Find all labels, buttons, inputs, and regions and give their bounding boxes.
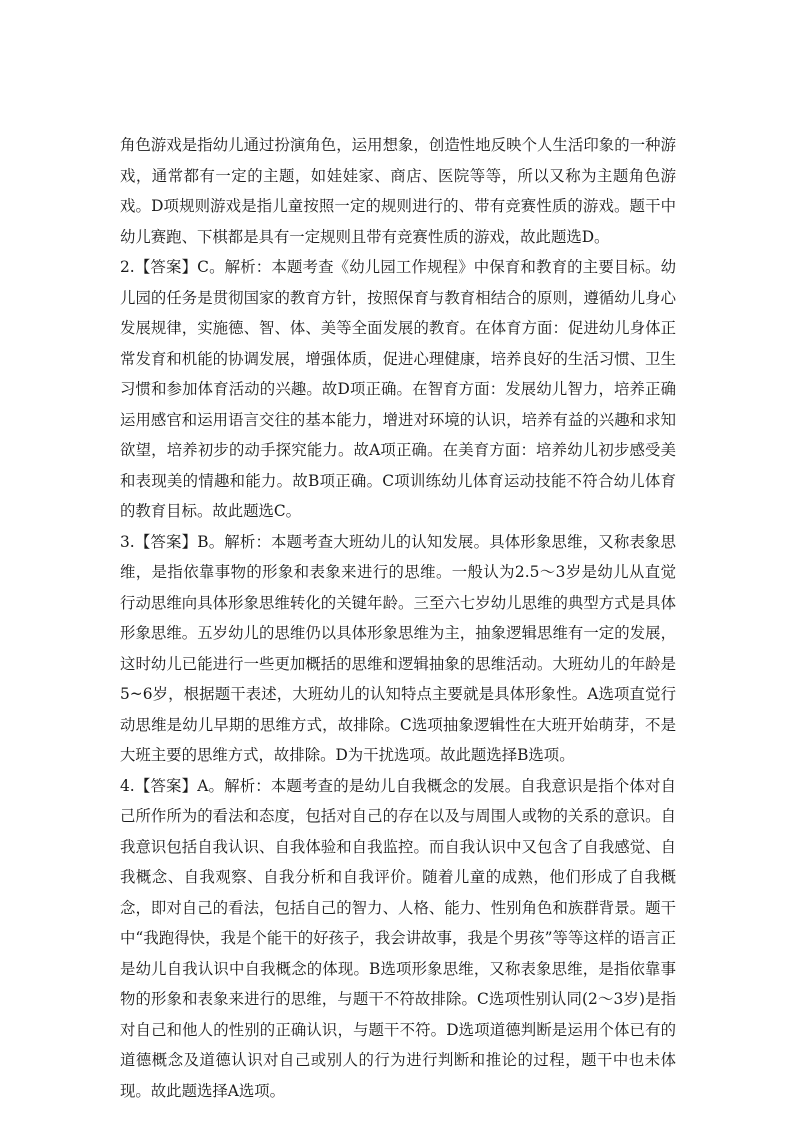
paragraph-answer-3: 3.【答案】B。解析：本题考查大班幼儿的认知发展。具体形象思维，又称表象思维，是指依靠事物的形象和表象来进行的思维。一般认为2.5～3岁是幼儿从直觉行动思维向具体形象思维转化的关键年龄。三至六七岁幼儿思维的典型方式是具体形象思维。五岁幼儿的思维仍以具体形象思维为主，抽象逻辑思维有一定的发展，这时幼儿已能进行一些更加概括的思维和逻辑抽象的思维活动。大班幼儿的年龄是5~6岁，根据题干表述，大班幼儿的认知特点主要就是具体形象性。A选项直觉行动思维是幼儿早期的思维方式，故排除。C选项抽象逻辑性在大班开始萌芽，不是大班主要的思维方式，故排除。D为干扰选项。故此题选择B选项。 bbox=[120, 532, 676, 764]
paragraph-answer-2: 2.【答案】C。解析：本题考查《幼儿园工作规程》中保育和教育的主要目标。幼儿园的任务是贯彻国家的教育方针，按照保育与教育相结合的原则，遵循幼儿身心发展规律，实施德、智、体、美等全面发展的教育。在体育方面：促进幼儿身体正常发育和机能的协调发展，增强体质，促进心理健康，培养良好的生活习惯、卫生习惯和参加体育活动的兴趣。故D项正确。在智育方面：发展幼儿智力，培养正确运用感官和运用语言交往的基本能力，增进对环境的认识，培养有益的兴趣和求知欲望，培养初步的动手探究能力。故A项正确。在美育方面：培养幼儿初步感受美和表现美的情趣和能力。故B项正确。C项训练幼儿体育运动技能不符合幼儿体育的教育目标。故此题选C。 bbox=[120, 258, 676, 520]
answer-explanations bbox=[120, 130, 676, 1106]
paragraph-answer-4: 4.【答案】A。解析：本题考查的是幼儿自我概念的发展。自我意识是指个体对自己所作所为的看法和态度，包括对自己的存在以及与周围人或物的关系的意识。自我意识包括自我认识、自我体验和自我监控。而自我认识中又包含了自我感觉、自我概念、自我观察、自我分析和自我评价。随着儿童的成熟，他们形成了自我概念，即对自己的看法，包括自己的智力、人格、能力、性别角色和族群背景。题干中“我跑得快，我是个能干的好孩子，我会讲故事，我是个男孩”等等这样的语言正是幼儿自我认识中自我概念的体现。B选项形象思维，又称表象思维，是指依靠事物的形象和表象来进行的思维，与题干不符故排除。C选项性别认同(2～3岁)是指对自己和他人的性别的正确认识，与题干不符。D选项道德判断是运用个体已有的道德概念及道德认识对自己或别人的行为进行判断和推论的过程，题干中也未体现。故此题选择A选项。 bbox=[120, 776, 676, 1100]
paragraph-role-play-continuation: 角色游戏是指幼儿通过扮演角色，运用想象，创造性地反映个人生活印象的一种游戏，通常都有一定的主题，如娃娃家、商店、医院等等，所以又称为主题角色游戏。D项规则游戏是指儿童按照一定的规则进行的、带有竞赛性质的游戏。题干中幼儿赛跑、下棋都是具有一定规则且带有竞赛性质的游戏，故此题选D。 bbox=[120, 136, 676, 246]
